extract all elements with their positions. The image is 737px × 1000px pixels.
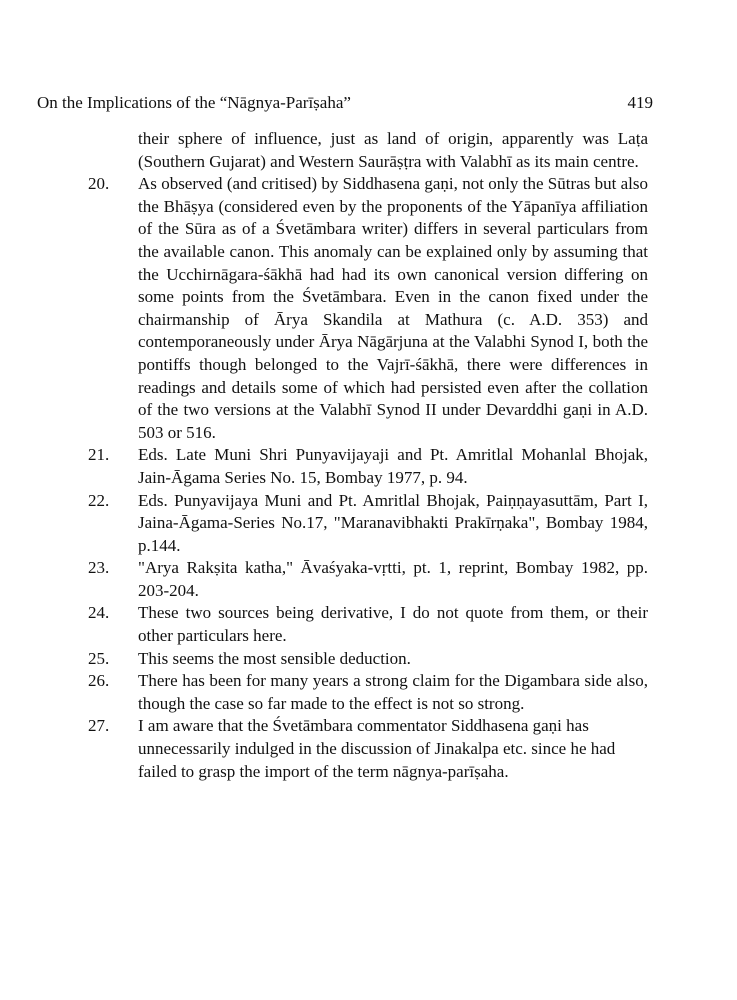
running-title: On the Implications of the “Nāgnya-Parīṣaha” bbox=[37, 93, 351, 112]
endnote-21 bbox=[88, 444, 648, 489]
note-text: This seems the most sensible deduction. bbox=[138, 648, 411, 668]
note-number: 22. bbox=[88, 490, 110, 510]
note-text: There has been for many years a strong claim for the Digambara side also, though the case so far made to the effect is not so strong. bbox=[138, 671, 648, 713]
note-text: "Arya Rakṣita katha," Āvaśyaka-vṛtti, pt. 1, reprint, Bombay 1982, pp. 203-204. bbox=[138, 558, 648, 600]
endnote-24 bbox=[88, 602, 648, 647]
endnote-26 bbox=[88, 670, 648, 715]
note-number: 24. bbox=[88, 603, 110, 623]
note-text: These two sources being derivative, I do not quote from them, or their other particulars here. bbox=[138, 603, 648, 646]
endnote-20 bbox=[88, 173, 648, 444]
endnote-25 bbox=[88, 648, 648, 671]
page-number: 419 bbox=[627, 93, 653, 112]
continued-note-text: their sphere of influence, just as land of origin, apparently was Laṭa (Southern Gujarat) and Western Saurāṣṭra with Valabhī as its main centre. bbox=[138, 129, 648, 171]
note-text: I am aware that the Śvetāmbara commentator Siddhasena gaṇi has unnecessarily indulged in the discussion of Jinakalpa etc. since he had failed to grasp the import of the term nāgnya-parīṣaha. bbox=[138, 716, 616, 781]
endnote-27 bbox=[88, 715, 648, 783]
note-number: 27. bbox=[88, 716, 110, 736]
note-number: 23. bbox=[88, 558, 110, 578]
note-text: As observed (and critised) by Siddhasena gaṇi, not only the Sūtras but also the Bhāṣya (considered even by the proponents of the Yāpanīya affiliation of the Sūra as of a Śvetāmbara writer) differs in several particulars from the available canon. This anomaly can be explained only by assuming that the Ucchirnāgara-śākhā had had its own canonical version differing on some points from the Śvetāmbara. Even in the canon fixed under the chairmanship of Ārya Skandila at Mathura (c. A.D. 353) and contemporaneously under Ārya Nāgārjuna at the Valabhi Synod I, both the pontiffs though belonged to the Vajrī-śākhā, there were differences in readings and details some of which had persisted even after the collation of the two versions at the Valabhī Synod II under Devarddhi gaṇi in A.D. 503 or 516. bbox=[138, 174, 648, 442]
endnote-23 bbox=[88, 557, 648, 602]
endnotes-section bbox=[88, 128, 648, 783]
note-number: 25. bbox=[88, 648, 110, 668]
note-number: 26. bbox=[88, 671, 110, 691]
endnote-22 bbox=[88, 490, 648, 558]
note-text: Eds. Punyavijaya Muni and Pt. Amritlal Bhojak, Paiṇṇayasuttām, Part I, Jaina-Āgama-Series No.17, "Maranavibhakti Prakīrṇaka", Bombay 1984, p.144. bbox=[138, 490, 648, 555]
note-number: 20. bbox=[88, 174, 110, 194]
note-text: Eds. Late Muni Shri Punyavijayaji and Pt. Amritlal Mohanlal Bhojak, Jain-Āgama Series No. 15, Bombay 1977, p. 94. bbox=[138, 445, 648, 487]
note-number: 21. bbox=[88, 445, 110, 465]
